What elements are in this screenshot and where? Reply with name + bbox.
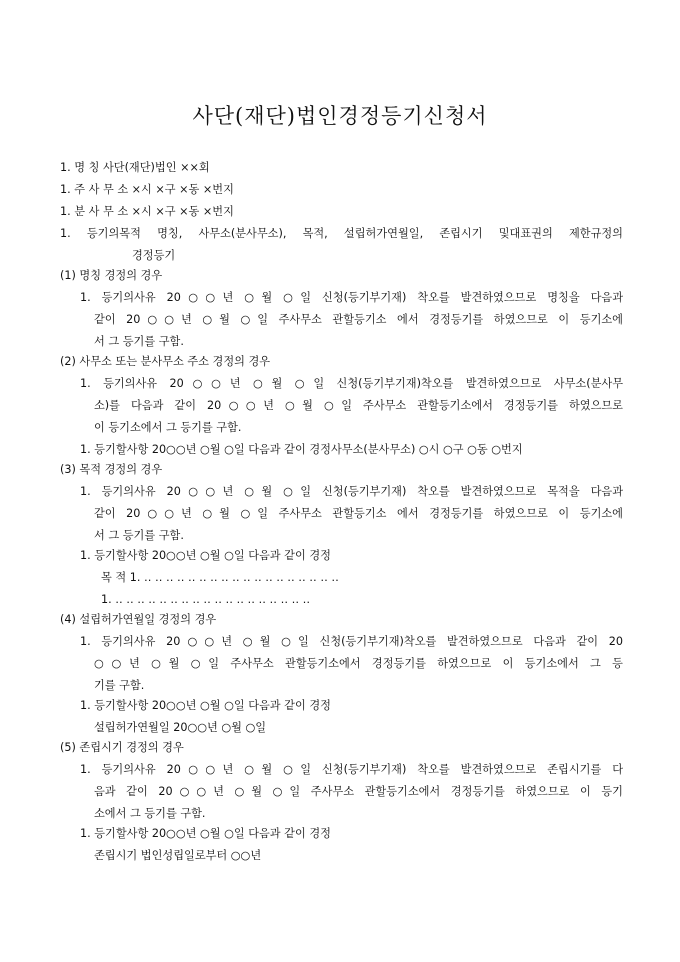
field-name-line: 1. 명 칭 사단(재단)법인 ××회 <box>60 161 210 174</box>
section-3-heading: (3) 목적 경정의 경우 <box>60 463 163 476</box>
section-1-heading: (1) 명칭 경정의 경우 <box>60 269 163 282</box>
section-2-reason-line-3: 이 등기소에서 그 등기를 구함. <box>94 421 242 434</box>
section-3-purpose-item-2: 1. ‥ ‥ ‥ ‥ ‥ ‥ ‥ ‥ ‥ ‥ ‥ ‥ ‥ ‥ ‥ ‥ ‥ ‥ <box>101 593 311 606</box>
section-3-reason-line-1: 1. 등기의사유 20○○년 ○월 ○일 신청(등기부기재) 착오를 발견하였으므로 목적을 다음과 <box>80 485 623 498</box>
section-4-reason-line-3: 기를 구함. <box>94 679 145 692</box>
section-4-matter-detail: 설립허가연월일 20○○년 ○월 ○일 <box>94 721 267 734</box>
field-purpose-continuation: 경정등기 <box>132 249 176 262</box>
section-5-matter-detail: 존립시기 법인성립일로부터 ○○년 <box>94 849 262 862</box>
section-4-heading: (4) 설립허가연월일 경정의 경우 <box>60 613 217 626</box>
section-5-reason-line-3: 소에서 그 등기를 구함. <box>94 807 206 820</box>
section-5-matter-line: 1. 등기할사항 20○○년 ○월 ○일 다음과 같이 경정 <box>80 827 331 840</box>
section-3-reason-line-2: 같이 20○○년 ○월 ○일 주사무소 관할등기소 에서 경정등기를 하였으므로 이 등기소에 <box>94 507 623 520</box>
section-5-reason-line-2: 음과 같이 20○○년 ○월 ○일 주사무소 관할등기소에서 경정등기를 하였으므로 이 등기 <box>94 785 623 798</box>
field-main-office-line: 1. 주 사 무 소 ×시 ×구 ×동 ×번지 <box>60 183 234 196</box>
section-5-reason-line-1: 1. 등기의사유 20○○년 ○월 ○일 신청(등기부기재) 착오를 발견하였으므로 존립시기를 다 <box>80 763 623 776</box>
section-2-matter-line: 1. 등기할사항 20○○년 ○월 ○일 다음과 같이 경정사무소(분사무소) ○시 ○구 ○동 ○번지 <box>80 443 523 456</box>
section-1-reason-line-2: 같이 20○○년 ○월 ○일 주사무소 관할등기소 에서 경정등기를 하였으므로 이 등기소에 <box>94 313 623 326</box>
section-3-purpose-item-1: 목 적 1. ‥ ‥ ‥ ‥ ‥ ‥ ‥ ‥ ‥ ‥ ‥ ‥ ‥ ‥ ‥ ‥ ‥ ‥ <box>101 571 339 584</box>
field-branch-office-line: 1. 분 사 무 소 ×시 ×구 ×동 ×번지 <box>60 205 234 218</box>
section-2-reason-line-1: 1. 등기의사유 20○○년 ○월 ○일 신청(등기부기재)착오를 발견하였으므로 사무소(분사무 <box>80 377 623 390</box>
section-5-heading: (5) 존립시기 경정의 경우 <box>60 741 184 754</box>
section-4-matter-line: 1. 등기할사항 20○○년 ○월 ○일 다음과 같이 경정 <box>80 699 331 712</box>
field-purpose-line: 1. 등기의목적 명칭, 사무소(분사무소), 목적, 설립허가연월일, 존립시기 및대표권의 제한규정의 <box>60 227 623 240</box>
section-2-heading: (2) 사무소 또는 분사무소 주소 경정의 경우 <box>60 355 271 368</box>
section-4-reason-line-2: ○○년 ○월 ○일 주사무소 관할등기소에서 경정등기를 하였으므로 이 등기소에서 그 등 <box>94 657 623 670</box>
section-3-reason-line-3: 서 그 등기를 구함. <box>94 529 184 542</box>
section-1-reason-line-3: 서 그 등기를 구함. <box>94 335 184 348</box>
section-2-reason-line-2: 소)를 다음과 같이 20○○년 ○월 ○일 주사무소 관할등기소에서 경정등기를 하였으므로 <box>94 399 623 412</box>
section-3-matter-line: 1. 등기할사항 20○○년 ○월 ○일 다음과 같이 경정 <box>80 549 331 562</box>
section-4-reason-line-1: 1. 등기의사유 20○○년 ○월 ○일 신청(등기부기재)착오를 발견하였으므로 다음과 같이 20 <box>80 635 623 648</box>
section-1-reason-line-1: 1. 등기의사유 20○○년 ○월 ○일 신청(등기부기재) 착오를 발견하였으므로 명칭을 다음과 <box>80 291 623 304</box>
document-title: 사단(재단)법인경정등기신청서 <box>192 104 488 128</box>
